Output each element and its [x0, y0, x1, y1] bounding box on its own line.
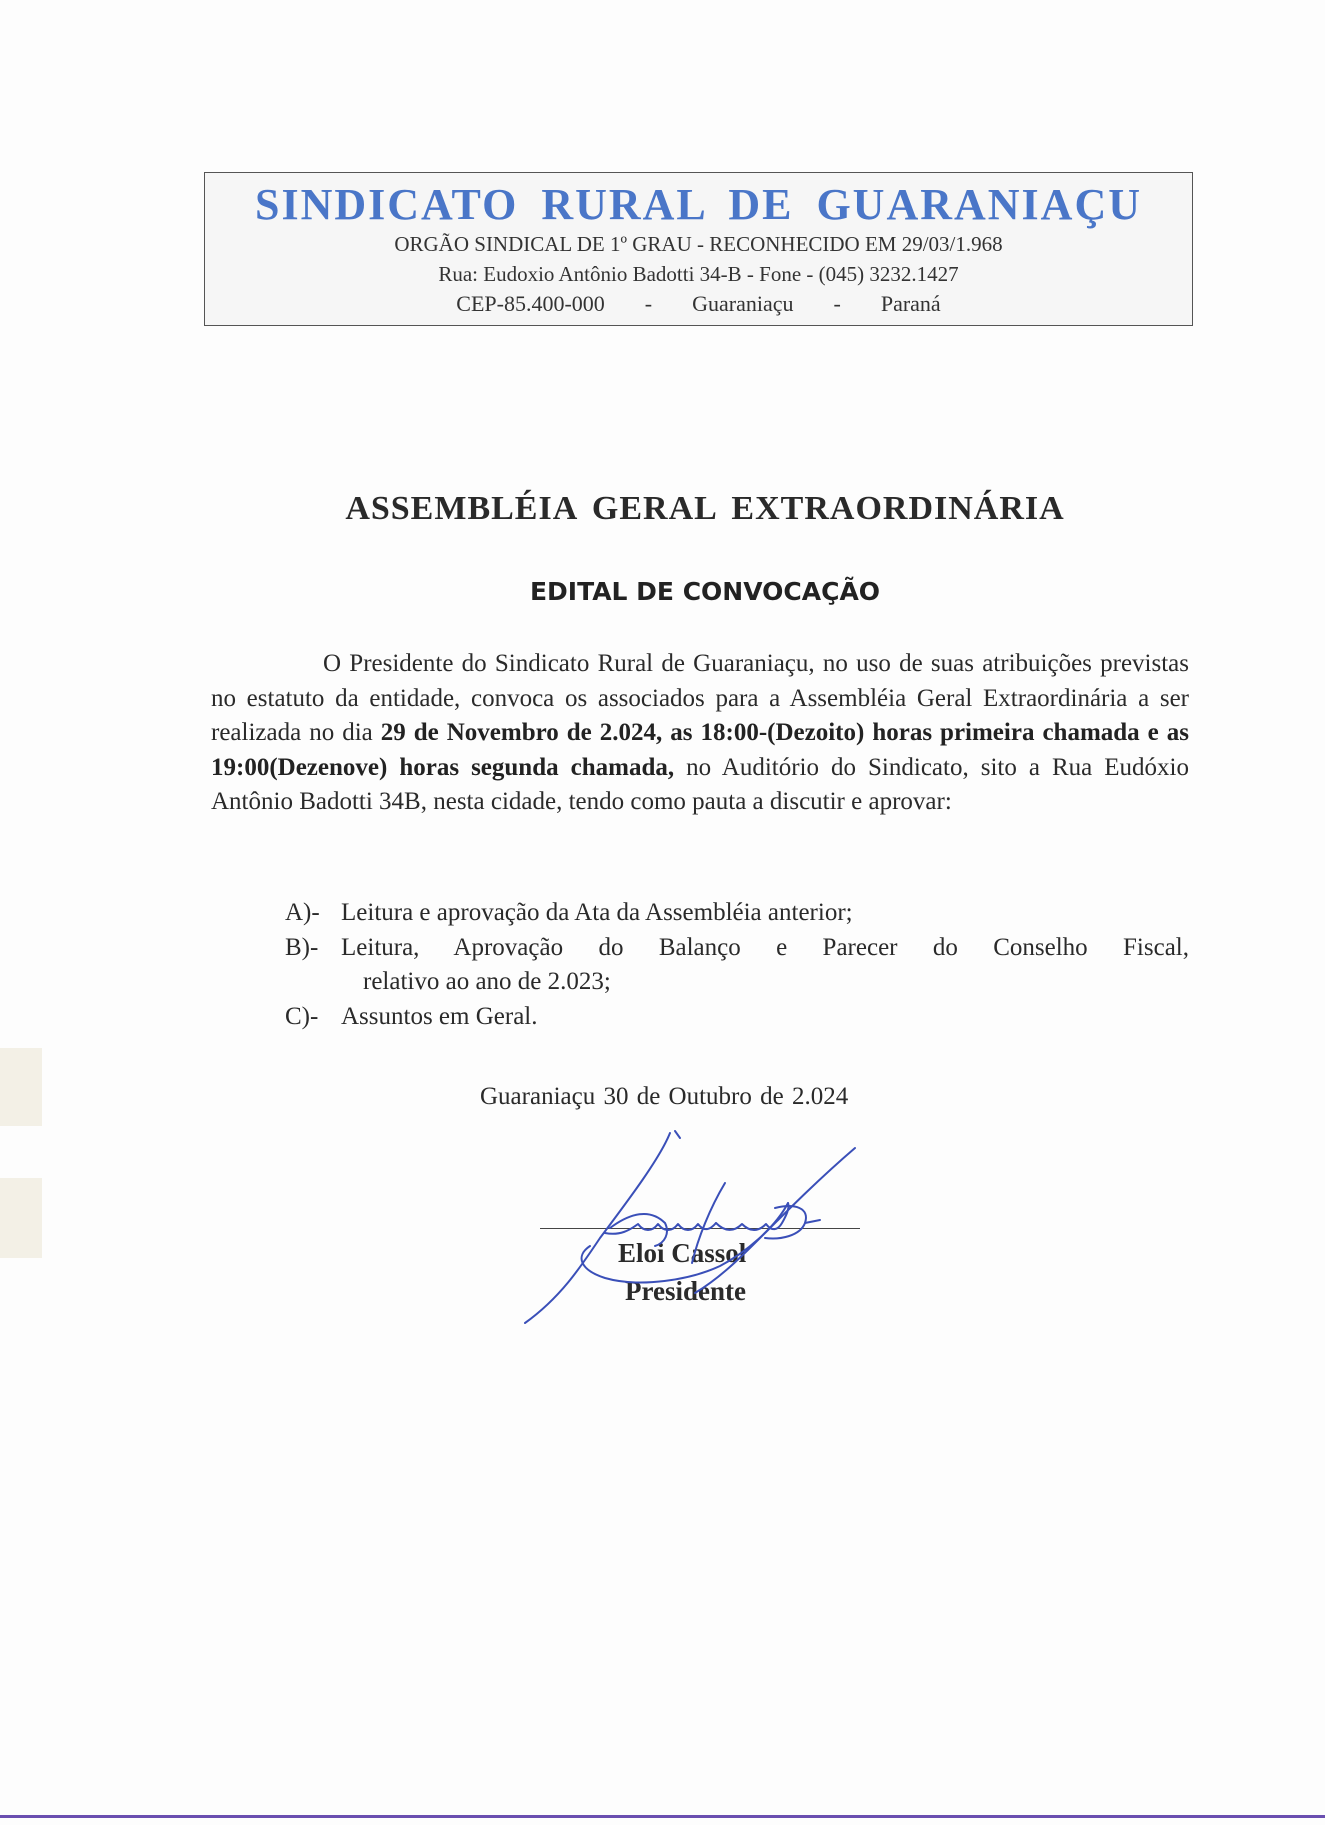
- scan-edge-mark: [0, 1048, 42, 1126]
- agenda-list: [285, 896, 1189, 1034]
- agenda-item: [285, 931, 1189, 966]
- page-bottom-rule: [0, 1815, 1325, 1818]
- location-line: [205, 289, 1192, 319]
- agenda-item-letter: C)-: [285, 1002, 319, 1030]
- agenda-item-letter: A)-: [285, 899, 320, 926]
- paragraph-text: no Auditório do Sindicato, sito a Rua Eudóxio Antônio Badotti 34B, nesta cidade, tendo como pauta a discutir e aprovar:: [211, 753, 1189, 815]
- agenda-item-continuation: relativo ao ano de 2.023;: [363, 968, 611, 995]
- agenda-item: [285, 1000, 1189, 1035]
- agenda-item: [285, 896, 1189, 931]
- address-line: Rua: Eudoxio Antônio Badotti 34-B - Fone - (045) 3232.1427: [438, 262, 959, 287]
- city-name: Guaraniaçu: [692, 291, 794, 317]
- paragraph-text: O Presidente do Sindicato Rural de Guaraniaçu, no uso de suas atribuições previstas no estatuto da entidade, convoca os associados para a Assembléia Geral Extraordinária a ser realizada no dia: [211, 650, 1189, 746]
- place-and-date: Guaraniaçu 30 de Outubro de 2.024: [480, 1083, 849, 1110]
- state-name: Paraná: [880, 291, 941, 317]
- agenda-item-letter: B)-: [285, 933, 319, 961]
- agenda-item-text: Assuntos em Geral.: [341, 1002, 538, 1030]
- convocation-paragraph: [211, 647, 1189, 820]
- letterhead: [204, 172, 1193, 326]
- signer-name: Eloi Cassol: [618, 1238, 747, 1268]
- postal-code: CEP-85.400-000: [456, 291, 605, 317]
- agenda-item-text: Leitura, Aprovação do Balanço e Parecer do Conselho Fiscal,: [341, 933, 1189, 961]
- handwritten-signature: [520, 1128, 900, 1328]
- registration-line: ORGÃO SINDICAL DE 1º GRAU - RECONHECIDO EM 29/03/1.968: [394, 232, 1003, 257]
- document-title: ASSEMBLÉIA GERAL EXTRAORDINÁRIA: [345, 490, 1065, 527]
- organization-name: SINDICATO RURAL DE GUARANIAÇU: [254, 180, 1143, 229]
- signer-role: Presidente: [625, 1276, 746, 1306]
- meeting-datetime: 29 de Novembro de 2.024, as 18:00-(Dezoito) horas primeira chamada e as 19:00(Dezenove) horas segunda chamada,: [211, 719, 1190, 781]
- separator: -: [833, 291, 841, 317]
- separator: -: [644, 291, 653, 317]
- scan-edge-mark: [0, 1178, 42, 1258]
- document-subtitle: EDITAL DE CONVOCAÇÃO: [529, 577, 881, 606]
- agenda-item-text: Leitura e aprovação da Ata da Assembléia anterior;: [341, 899, 853, 926]
